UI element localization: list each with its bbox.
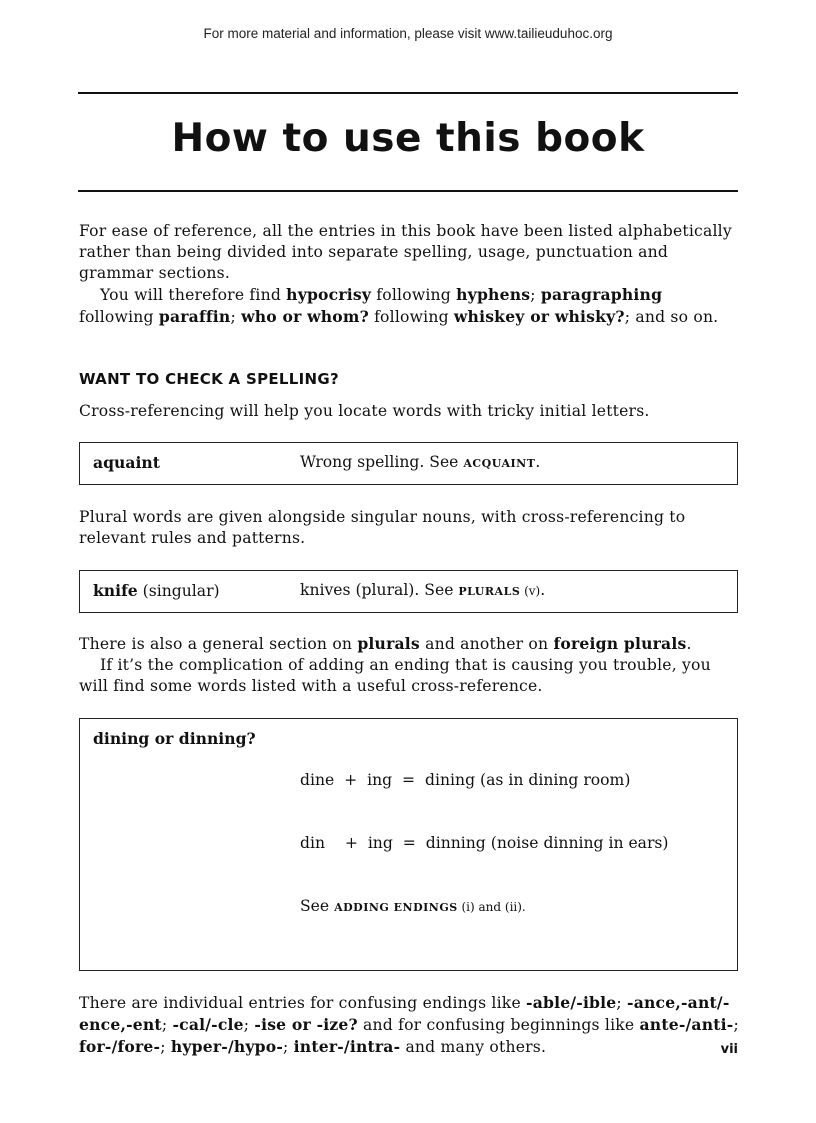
plural-paragraph: Plural words are given alongside singular nouns, with cross-referencing to relevant rules and patterns. <box>79 508 686 547</box>
general-paragraph: There is also a general section on plurals and another on foreign plurals. <box>79 634 692 653</box>
page-title: How to use this book <box>171 116 645 161</box>
box1-term: aquaint <box>93 453 160 472</box>
box1-definition: Wrong spelling. See ACQUAINT. <box>300 453 541 471</box>
example-box-ending <box>79 718 738 971</box>
header-note: For more material and information, please visit www.tailieuduhoc.org <box>203 26 613 41</box>
box3-line-1: dine + ing = dining (as in dining room) <box>300 771 631 789</box>
box3-line-3: See ADDING ENDINGS (i) and (ii). <box>300 897 526 915</box>
box2-definition: knives (plural). See PLURALS (v). <box>300 581 546 599</box>
ending-paragraph: If it’s the complication of adding an ending that is causing you trouble, you will find some words listed with a useful cross-reference. <box>79 656 711 695</box>
title-rule <box>78 190 738 192</box>
spelling-paragraph: Cross-referencing will help you locate words with tricky initial letters. <box>79 402 650 420</box>
final-paragraph: There are individual entries for confusing endings like -able/-ible; -ance,-ant/-ence,-ent; -cal/-cle; -ise or -ize? and for confusing beginnings like ante-/anti-; for-/fore-; hyper-/hypo-; inter-/intra- and many others. <box>79 993 739 1056</box>
example-box-plural <box>79 570 738 613</box>
box3-line-2: din + ing = dinning (noise dinning in ears) <box>300 834 669 852</box>
main-content <box>79 221 739 1058</box>
intro-paragraph: For ease of reference, all the entries in this book have been listed alphabetically rather than being divided into separate spelling, usage, punctuation and grammar sections. <box>79 222 732 282</box>
intro-examples-paragraph: You will therefore find hypocrisy following hyphens; paragraphing following paraffin; who or whom? following whiskey or whisky?; and so on. <box>79 285 719 326</box>
box3-term: dining or dinning? <box>93 729 256 748</box>
section-heading: WANT TO CHECK A SPELLING? <box>79 370 339 388</box>
page-number: vii <box>720 1042 738 1057</box>
box2-term: knife (singular) <box>93 581 220 600</box>
top-rule <box>78 92 738 94</box>
example-box-spelling <box>79 442 738 485</box>
